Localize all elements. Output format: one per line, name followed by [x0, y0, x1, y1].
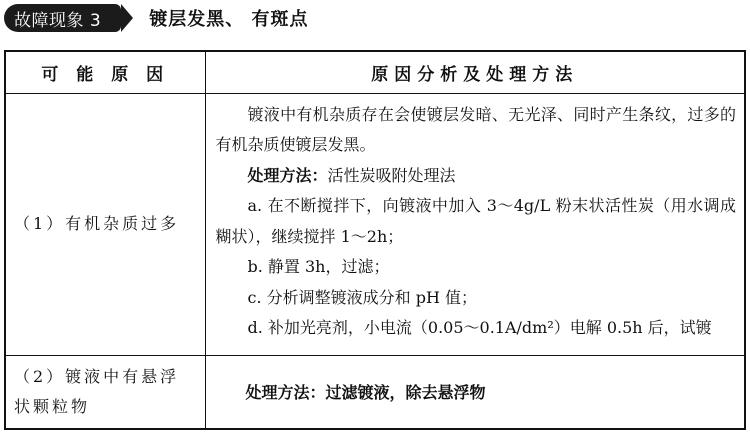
method-label: 处理方法：: [245, 383, 326, 403]
analysis-text: 镀液中有机杂质存在会使镀层发暗、无光泽、同时产生条纹，过多的有机杂质使镀层发黑。: [215, 104, 736, 154]
cause-cell: [5, 93, 205, 355]
cause-cell: [5, 355, 205, 429]
step-a: a. 在不断搅拌下，向镀液中加入 3～4g/L 粉末状活性炭（用水调成糊状），继续搅拌 1～2h；: [215, 196, 736, 246]
col-header-cause: 可 能 原 因: [5, 51, 205, 93]
method-text: 过滤镀液，除去悬浮物: [325, 383, 486, 403]
fault-header: [4, 4, 309, 32]
method-line: [216, 161, 737, 192]
method-cell: [205, 93, 745, 355]
fault-number-tag: 故障现象 3: [4, 4, 121, 32]
step-b: b. 静置 3h，过滤；: [247, 257, 390, 276]
table-row: [5, 355, 745, 429]
table-row: [5, 93, 745, 355]
fault-title: 镀层发黑、 有斑点: [149, 9, 309, 30]
cause-text: （2）镀液中有悬浮状颗粒物: [14, 366, 180, 416]
step-d: d. 补加光亮剂，小电流（0.05～0.1A/dm²）电解 0.5h 后，试镀: [247, 318, 712, 337]
col-header-method: 原因分析及处理方法: [205, 51, 745, 93]
method-label: 处理方法：: [247, 165, 328, 185]
troubleshooting-table: [4, 50, 746, 430]
table-header-row: [5, 51, 745, 93]
step-c: c. 分析调整镀液成分和 pH 值；: [247, 287, 478, 307]
cause-text: （1）有机杂质过多: [14, 214, 180, 233]
method-text: 活性炭吸附处理法: [327, 165, 456, 185]
method-cell: [205, 355, 745, 429]
